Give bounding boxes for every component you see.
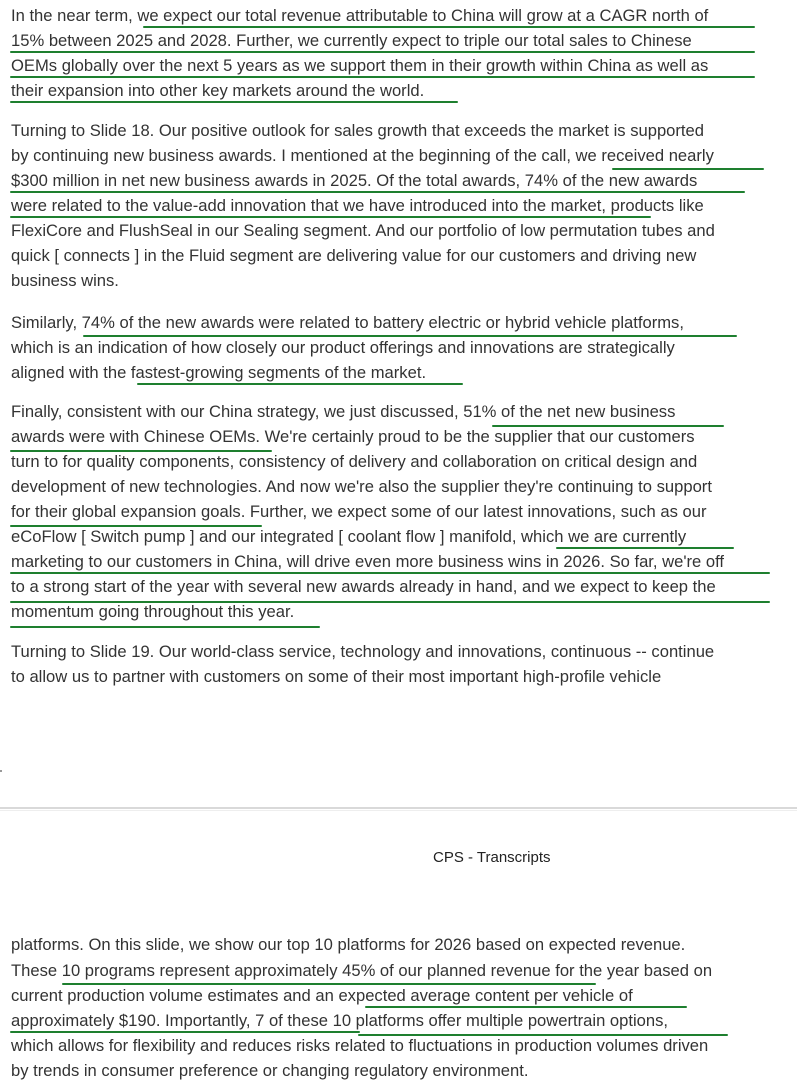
margin-mark (0, 770, 2, 772)
text-line: current production volume estimates and an expected average content per vehicle of (11, 986, 633, 1005)
highlight-underline (10, 51, 755, 53)
highlight-underline (10, 450, 272, 452)
text-line: Finally, consistent with our China strategy, we just discussed, 51% of the net new business (11, 402, 676, 421)
text-line: turn to for quality components, consistency of delivery and collaboration on critical design and (11, 452, 698, 471)
text-line: OEMs globally over the next 5 years as we support them in their growth within China as well as (11, 56, 709, 75)
text-line: momentum going throughout this year. (11, 602, 295, 621)
text-line: which is an indication of how closely our product offerings and innovations are strategically (11, 338, 675, 357)
text-line: aligned with the fastest-growing segments of the market. (11, 363, 427, 382)
text-line: development of new technologies. And now we're also the supplier they're continuing to support (11, 477, 712, 496)
text-line: $300 million in net new business awards in 2025. Of the total awards, 74% of the new awards (11, 171, 698, 190)
text-line: their expansion into other key markets around the world. (11, 81, 425, 100)
highlight-underline (10, 191, 745, 193)
highlight-underline (10, 76, 755, 78)
highlight-underline (143, 26, 755, 28)
text-line: awards were with Chinese OEMs. We're certainly proud to be the supplier that our customers (11, 427, 695, 446)
text-line: Similarly, 74% of the new awards were related to battery electric or hybrid vehicle platforms, (11, 313, 684, 332)
highlight-underline (358, 1034, 728, 1036)
highlight-underline (10, 626, 320, 628)
highlight-underline (137, 383, 463, 385)
highlight-underline (10, 601, 770, 603)
text-line: 15% between 2025 and 2028. Further, we currently expect to triple our total sales to Chinese (11, 31, 692, 50)
highlight-underline (10, 216, 651, 218)
text-line: to allow us to partner with customers on some of their most important high-profile vehicle (11, 667, 662, 686)
text-line: marketing to our customers in China, will drive even more business wins in 2026. So far, we're off (11, 552, 725, 571)
highlight-underline (83, 335, 737, 337)
text-line: platforms. On this slide, we show our top 10 platforms for 2026 based on expected revenue. (11, 935, 686, 954)
highlight-underline (365, 1006, 687, 1008)
text-line: eCoFlow [ Switch pump ] and our integrated [ coolant flow ] manifold, which we are currently (11, 527, 687, 546)
text-line: for their global expansion goals. Further, we expect some of our latest innovations, such as our (11, 502, 707, 521)
highlight-underline (10, 1031, 360, 1033)
text-line: Turning to Slide 19. Our world-class service, technology and innovations, continuous -- continue (11, 642, 715, 661)
page-header-title: CPS - Transcripts (433, 849, 551, 866)
text-line: Turning to Slide 18. Our positive outlook for sales growth that exceeds the market is supported (11, 121, 704, 140)
highlight-underline (62, 983, 596, 985)
page-divider-shadow (0, 810, 797, 811)
highlight-underline (10, 525, 262, 527)
highlight-underline (556, 547, 734, 549)
text-line: These 10 programs represent approximately 45% of our planned revenue for the year based on (11, 961, 713, 980)
text-line: business wins. (11, 271, 119, 290)
text-line: In the near term, we expect our total revenue attributable to China will grow at a CAGR north of (11, 6, 709, 25)
text-line: were related to the value-add innovation that we have introduced into the market, products like (11, 196, 704, 215)
highlight-underline (612, 168, 764, 170)
text-line: quick [ connects ] in the Fluid segment are delivering value for our customers and driving new (11, 246, 697, 265)
highlight-underline (492, 425, 724, 427)
text-line: FlexiCore and FlushSeal in our Sealing segment. And our portfolio of low permutation tubes and (11, 221, 715, 240)
text-line: by trends in consumer preference or changing regulatory environment. (11, 1061, 529, 1080)
text-line: which allows for flexibility and reduces risks related to fluctuations in production volumes driven (11, 1036, 709, 1055)
highlight-underline (10, 572, 770, 574)
highlight-underline (10, 101, 458, 103)
text-line: to a strong start of the year with several new awards already in hand, and we expect to keep the (11, 577, 716, 596)
page-divider (0, 807, 797, 809)
text-line: by continuing new business awards. I mentioned at the beginning of the call, we received nearly (11, 146, 714, 165)
text-line: approximately $190. Importantly, 7 of these 10 platforms offer multiple powertrain options, (11, 1011, 669, 1030)
